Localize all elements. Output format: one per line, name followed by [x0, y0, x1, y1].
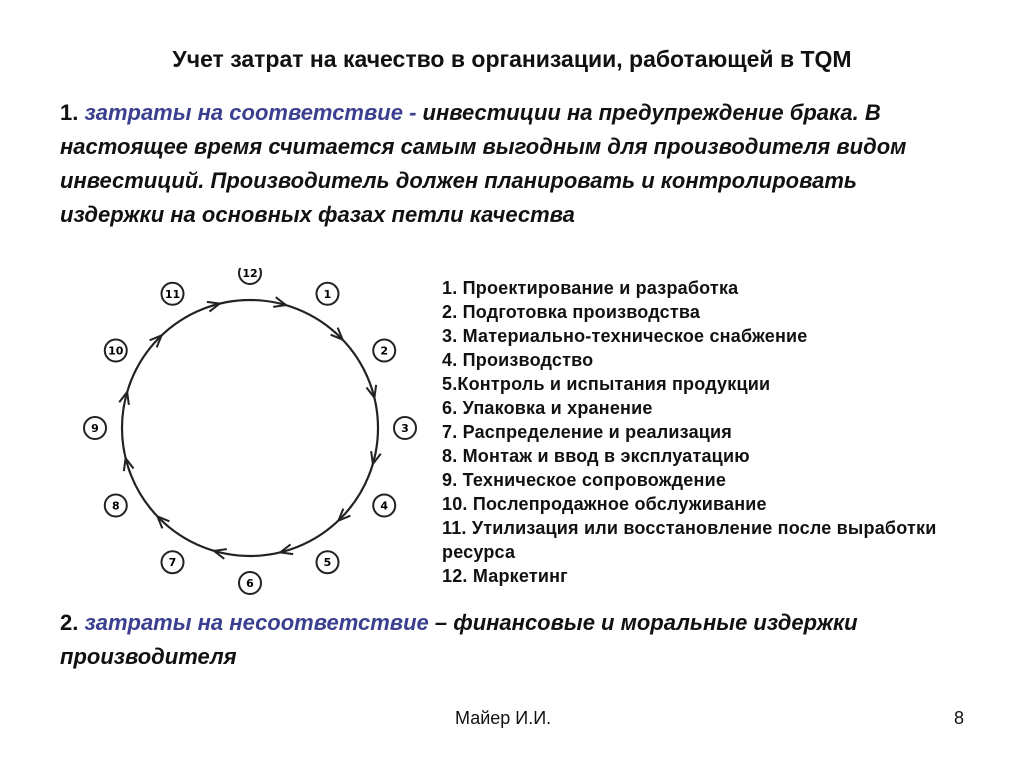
phase-item: 1. Проектирование и разработка: [442, 278, 739, 298]
phase-item: 10. Послепродажное обслуживание: [442, 494, 767, 514]
loop-stage-node: [373, 340, 395, 362]
loop-nodes: [84, 268, 416, 594]
loop-stage-node: [239, 268, 261, 284]
page-number: 8: [954, 708, 965, 728]
loop-stage-node: [105, 495, 127, 517]
phase-item: 4. Производство: [442, 350, 594, 370]
loop-stage-node: [105, 340, 127, 362]
section-term: затраты на несоответствие: [84, 610, 429, 635]
section-text: – финансовые и моральные издержки производителя: [60, 610, 858, 669]
loop-stage-node: [162, 551, 184, 573]
phase-item: 8. Монтаж и ввод в эксплуатацию: [442, 446, 750, 466]
loop-stage-label: 1: [323, 287, 332, 301]
loop-stage-label: 12: [242, 268, 258, 280]
section-term: затраты на соответствие -: [84, 100, 417, 125]
loop-stage-node: [239, 572, 261, 594]
section-number: 1.: [60, 100, 79, 125]
loop-arrows: [119, 297, 381, 559]
slide-title: Учет затрат на качество в организации, работающей в TQM: [172, 46, 852, 72]
loop-stage-label: 3: [401, 422, 409, 435]
loop-stage-node: [162, 283, 184, 305]
loop-stage-node: [373, 495, 395, 517]
phase-item: 5.Контроль и испытания продукции: [442, 374, 771, 394]
phase-list: [442, 276, 942, 588]
section-conformance: [60, 96, 960, 232]
phase-item: 11. Утилизация или восстановление после выработки ресурса: [442, 518, 937, 562]
loop-stage-label: 10: [108, 344, 124, 358]
loop-stage-label: 6: [246, 577, 254, 590]
footer-author: Майер И.И.: [455, 708, 552, 728]
loop-stage-label: 8: [111, 499, 120, 513]
loop-stage-label: 5: [323, 556, 332, 570]
section-text: инвестиции на предупреждение брака. В настоящее время считается самым выгодным для производителя видом инвестиций. Производитель должен планировать и контролировать издержки на основных фазах петли качества: [60, 100, 907, 227]
loop-stage-label: 2: [380, 344, 389, 358]
phase-item: 3. Материально-техническое снабжение: [442, 326, 808, 346]
phase-item: 6. Упаковка и хранение: [442, 398, 653, 418]
phase-item: 12. Маркетинг: [442, 566, 568, 586]
section-nonconformance: [60, 606, 960, 674]
quality-loop-diagram: [70, 268, 430, 598]
loop-stage-node: [317, 283, 339, 305]
phase-item: 7. Распределение и реализация: [442, 422, 733, 442]
phase-item: 9. Техническое сопровождение: [442, 470, 727, 490]
loop-stage-label: 7: [168, 556, 177, 570]
loop-stage-label: 9: [91, 422, 99, 435]
section-number: 2.: [60, 610, 79, 635]
loop-stage-label: 11: [164, 287, 181, 301]
loop-stage-node: [394, 417, 416, 439]
loop-stage-node: [84, 417, 106, 439]
loop-stage-node: [317, 551, 339, 573]
phase-item: 2. Подготовка производства: [442, 302, 701, 322]
loop-stage-label: 4: [380, 499, 389, 513]
